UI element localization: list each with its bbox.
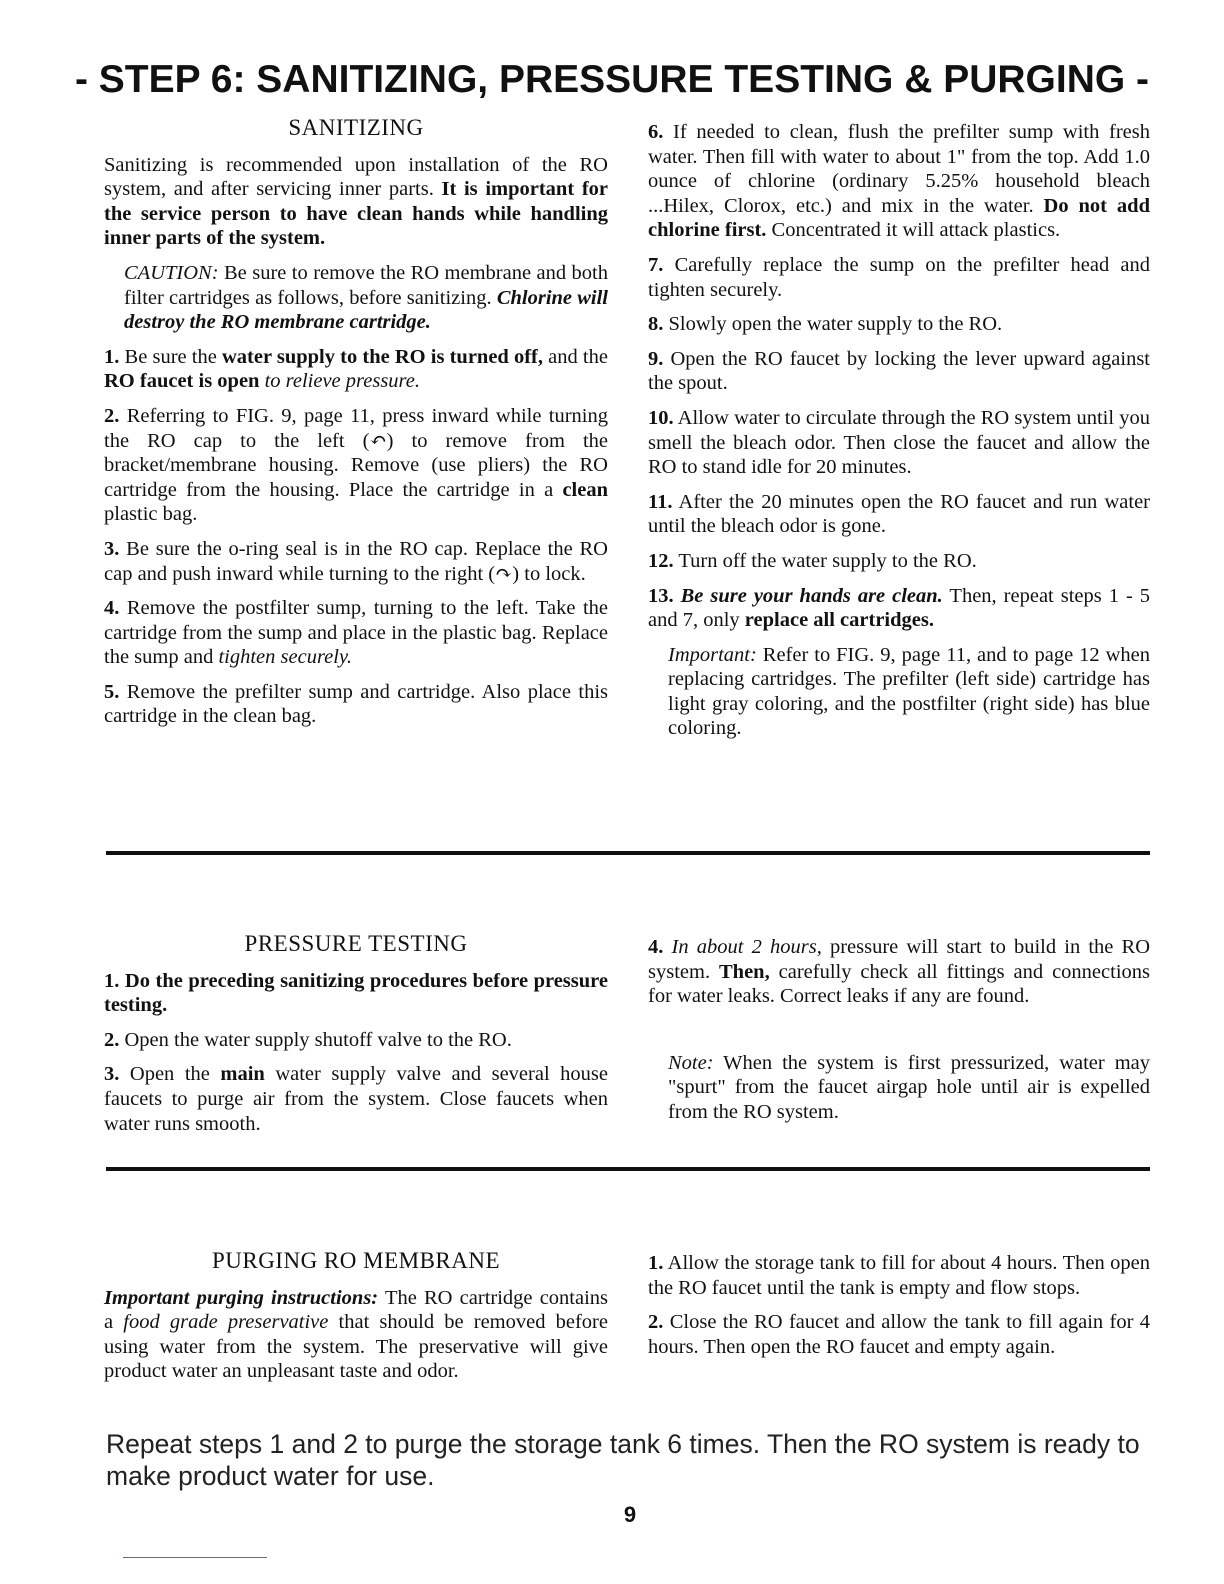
step-text: and the [543, 345, 608, 368]
intro-text: The RO cartridge contains a [104, 1286, 609, 1334]
intro-label: Important purging instructions: [104, 1286, 379, 1309]
step-text: Open the water supply shutoff valve to the RO. [119, 1028, 512, 1051]
section-divider [106, 851, 1150, 855]
important-label: Important: [668, 643, 757, 666]
step-number: 3. [104, 1063, 120, 1086]
step-text: Remove the postfilter sump, turning to the left. Take the cartridge from the sump and place in the plastic bag. Replace the sump and [104, 597, 608, 669]
intro-text: that should be removed before using water from the system. The preservative will give product water an unpleasant taste and odor. [104, 1311, 608, 1383]
sanitizing-step-5 [104, 680, 608, 729]
sanitizing-step-11 [648, 490, 1150, 539]
step-text: Referring to FIG. 9, page 11, press inward while turning the RO cap to the left (↶) to remove from the bracket/membrane housing. Remove (use pliers) the RO cartridge from the housing. Place the cartridge in a [104, 404, 608, 501]
step-emphasis: Do not add chlorine first. [648, 194, 1150, 242]
step-text: water supply valve and several house faucets to purge air from the system. Close faucets when water runs smooth. [104, 1063, 608, 1135]
purging-right-column [648, 1251, 1150, 1369]
step-number: 12. [648, 549, 674, 572]
sanitizing-intro [104, 153, 608, 251]
purging-left-column [104, 1249, 608, 1394]
step-text: After the 20 minutes open the RO faucet and run water until the bleach odor is gone. [648, 490, 1150, 538]
caution-paragraph [104, 261, 608, 335]
note-label: Note: [668, 1051, 714, 1074]
step-number: 6. [648, 121, 664, 143]
step-number: 2. [104, 1028, 120, 1051]
step-number: 10. [648, 406, 674, 429]
caution-emphasis: Chlorine will destroy the RO membrane cartridge. [124, 286, 608, 334]
step-number: 11. [648, 490, 673, 513]
note-text: When the system is first pressurized, water may "spurt" from the faucet airgap hole until air is expelled from the RO system. [668, 1051, 1150, 1123]
sanitizing-left-column [104, 116, 608, 739]
step-italic: tighten securely. [218, 646, 353, 669]
step-text: Close the RO faucet and allow the tank to fill again for 4 hours. Then open the RO faucet and empty again. [648, 1311, 1150, 1358]
step-text: Open the [119, 1063, 221, 1086]
step-text: Carefully replace the sump on the prefilter head and tighten securely. [648, 253, 1150, 301]
sanitizing-step-13 [648, 584, 1150, 633]
sanitizing-step-8 [648, 312, 1150, 337]
step-number: 4. [104, 597, 120, 620]
step-emphasis: replace all cartridges. [744, 609, 934, 632]
sanitizing-step-2 [104, 404, 608, 527]
step-text: Remove the prefilter sump and cartridge. Also place this cartridge in the clean bag. [104, 680, 608, 728]
step-number: 8. [648, 313, 664, 336]
closing-instruction: Repeat steps 1 and 2 to purge the storage tank 6 times. Then the RO system is ready to make product water for use. [106, 1429, 1140, 1491]
footer-line [123, 1557, 267, 1558]
step-emphasis: Then, [719, 960, 770, 983]
step-number: 3. [104, 537, 120, 560]
step-text: If needed to clean, flush the prefilter sump with fresh water. Then fill with water to about 1" from the top. Add 1.0 ounce of chlorine (ordinary 5.25% household bleach ...Hilex, Clorox, etc.) and mix in the water. [648, 121, 1150, 217]
step-number: 7. [648, 253, 664, 276]
step-emphasis: RO faucet is open [104, 370, 260, 393]
pressure-left-column [104, 932, 608, 1146]
caution-text: Be sure to remove the RO membrane and both filter cartridges as follows, before sanitizing. [124, 261, 608, 309]
pressure-right-column [648, 935, 1150, 1135]
step-emphasis: Be sure your hands are clean. [680, 584, 943, 607]
step-emphasis: clean [562, 478, 608, 501]
sanitizing-heading: SANITIZING [288, 115, 424, 140]
step-text [663, 936, 671, 958]
purging-step-2 [648, 1310, 1150, 1359]
step-text: pressure will start to build in the RO system. [648, 936, 1151, 983]
sanitizing-step-7 [648, 253, 1150, 302]
step-text: plastic bag. [104, 503, 198, 526]
sanitizing-step-10 [648, 406, 1150, 480]
step-emphasis: main [220, 1063, 265, 1086]
sanitizing-step-6 [648, 120, 1150, 243]
page-title: - STEP 6: SANITIZING, PRESSURE TESTING & PURGING - [74, 58, 1150, 101]
step-number: 2. [648, 1311, 664, 1334]
important-note [648, 643, 1150, 741]
section-divider [106, 1167, 1150, 1171]
sanitizing-step-9 [648, 347, 1150, 396]
step-text: Open the RO faucet by locking the lever upward against the spout. [648, 347, 1150, 395]
step-italic: to relieve pressure. [264, 370, 420, 393]
step-text: Then, repeat steps 1 - 5 and 7, only [648, 584, 1151, 632]
step-number: 5. [104, 680, 120, 703]
step-number: 9. [648, 347, 664, 370]
step-number: 1. [648, 1252, 664, 1274]
step-text: Be sure the [119, 345, 222, 368]
step-text: Concentrated it will attack plastics. [766, 219, 1061, 242]
sanitizing-step-3 [104, 537, 608, 586]
step-text: Allow the storage tank to fill for about 4 hours. Then open the RO faucet until the tank is empty and flow stops. [648, 1252, 1150, 1299]
intro-italic: food grade preservative [123, 1311, 329, 1334]
pressure-step-4 [648, 935, 1150, 1009]
step-number: 13. [648, 584, 674, 607]
step-emphasis: Do the preceding sanitizing procedures before pressure testing. [104, 969, 608, 1017]
pressure-note [648, 1051, 1150, 1125]
step-number: 1. [104, 345, 120, 368]
page-number: 9 [623, 1502, 637, 1527]
step-number: 1. [104, 969, 120, 992]
important-text: Refer to FIG. 9, page 11, and to page 12 when replacing cartridges. The prefilter (left side) cartridge has light gray coloring, and the postfilter (right side) has blue coloring. [668, 643, 1150, 740]
step-text: carefully check all fittings and connections for water leaks. Correct leaks if any are found. [648, 960, 1150, 1008]
step-text [674, 585, 681, 607]
pressure-step-1 [104, 969, 608, 1018]
purging-heading: PURGING RO MEMBRANE [211, 1248, 501, 1273]
sanitizing-right-column [648, 120, 1150, 751]
step-italic: In about 2 hours, [671, 936, 822, 958]
sanitizing-step-4 [104, 596, 608, 670]
step-text: Allow water to circulate through the RO system until you smell the bleach odor. Then close the faucet and allow the RO to stand idle for 20 minutes. [648, 406, 1150, 479]
purging-intro [104, 1286, 608, 1384]
step-text: Be sure the o-ring seal is in the RO cap. Replace the RO cap and push inward while turning to the right (↷) to lock. [104, 537, 608, 585]
step-text: Slowly open the water supply to the RO. [663, 313, 1003, 336]
pressure-heading: PRESSURE TESTING [244, 931, 468, 956]
intro-emphasis: It is important for the service person to have clean hands while handling inner parts of the system. [104, 178, 608, 250]
pressure-step-2 [104, 1028, 608, 1053]
intro-text: Sanitizing is recommended upon installation of the RO system, and after servicing inner parts. [104, 153, 608, 201]
step-emphasis: water supply to the RO is turned off, [221, 345, 544, 368]
step-text: Turn off the water supply to the RO. [673, 549, 977, 572]
sanitizing-step-1 [104, 345, 608, 394]
pressure-step-3 [104, 1062, 608, 1136]
sanitizing-step-12 [648, 549, 1150, 574]
step-number: 4. [648, 936, 664, 958]
purging-step-1 [648, 1251, 1150, 1300]
caution-label: CAUTION: [124, 261, 219, 284]
step-number: 2. [104, 404, 120, 427]
